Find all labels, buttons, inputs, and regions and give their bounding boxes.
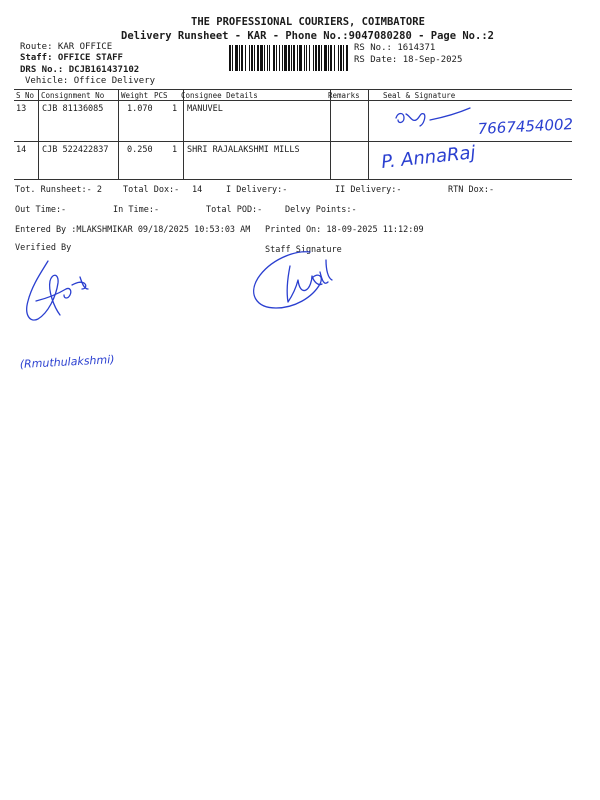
barcode-bar	[273, 45, 275, 71]
ii-delivery: II Delivery:-	[335, 185, 402, 195]
col-header-consignee: Consignee Details	[181, 91, 258, 100]
delvy-points: Delvy Points:-	[285, 205, 357, 215]
total-pod: Total POD:-	[206, 205, 263, 215]
barcode-bar	[304, 45, 305, 71]
barcode-bar	[245, 45, 246, 71]
rs-number: RS No.: 1614371	[354, 43, 436, 53]
row-13-consignee: MANUVEL	[187, 104, 223, 114]
barcode-bar	[324, 45, 327, 71]
row-13-handwritten-phone: 7667454002	[477, 115, 574, 138]
row-14-handwritten-name: P. AnnaRaj	[380, 142, 477, 173]
barcode-bar	[276, 45, 277, 71]
barcode-bar	[232, 45, 233, 71]
printed-on: Printed On: 18-09-2025 11:12:09	[265, 225, 424, 235]
row-14-consignee: SHRI RAJALAKSHMI MILLS	[187, 145, 300, 155]
barcode-bar	[254, 45, 255, 71]
barcode-bar	[297, 45, 298, 71]
barcode-bar	[309, 45, 310, 71]
company-title: THE PROFESSIONAL COURIERS, COIMBATORE	[191, 16, 425, 28]
row-14-weight: 0.250	[127, 145, 153, 155]
barcode-bar	[284, 45, 287, 71]
barcode-bar	[318, 45, 320, 71]
i-delivery: I Delivery:-	[226, 185, 288, 195]
row-13-pcs: 1	[172, 104, 178, 114]
route-label: Route: KAR OFFICE	[20, 42, 113, 52]
barcode-bar	[229, 45, 231, 71]
total-dox-value: 14	[192, 185, 203, 195]
staff-signature	[250, 248, 340, 316]
barcode-bar	[321, 45, 322, 71]
table-header-border	[14, 100, 572, 101]
row-13-handwritten-signature	[392, 104, 597, 138]
barcode-bar	[264, 45, 265, 71]
total-dox-label: Total Dox:-	[123, 185, 180, 195]
barcode-bar	[313, 45, 314, 71]
tot-runsheet: Tot. Runsheet:- 2	[15, 185, 102, 195]
verified-by-label: Verified By	[15, 243, 72, 253]
col-header-remarks: Remarks	[328, 91, 360, 100]
staff-label: Staff: OFFICE STAFF	[20, 53, 123, 63]
col-divider	[118, 89, 119, 179]
col-header-weight: Weight	[121, 91, 149, 100]
row-14-consignment: CJB 522422837	[42, 145, 109, 155]
barcode-bar	[288, 45, 290, 71]
barcode-bar	[279, 45, 280, 71]
barcode-bar	[235, 45, 238, 71]
barcode-bar	[299, 45, 302, 71]
barcode	[228, 45, 348, 71]
barcode-bar	[346, 45, 348, 71]
barcode-bar	[343, 45, 344, 71]
barcode-bar	[282, 45, 283, 71]
drs-number: DRS No.: DCJB161437102	[20, 65, 140, 75]
barcode-bar	[269, 45, 270, 71]
barcode-bar	[249, 45, 250, 71]
entered-by: Entered By :MLAKSHMIKAR 09/18/2025 10:53:03 AM	[15, 225, 251, 235]
barcode-bar	[267, 45, 268, 71]
out-time: Out Time:-	[15, 205, 67, 215]
barcode-bar	[251, 45, 253, 71]
barcode-bar	[291, 45, 292, 71]
rtn-dox: RTN Dox:-	[448, 185, 495, 195]
row-14-sno: 14	[16, 145, 27, 155]
handwritten-note	[18, 344, 168, 378]
col-divider	[38, 89, 39, 179]
barcode-bar	[260, 45, 263, 71]
row-14-pcs: 1	[172, 145, 178, 155]
runsheet-subtitle: Delivery Runsheet - KAR - Phone No.:9047080280 - Page No.:2	[121, 30, 494, 42]
row-13-weight: 1.070	[127, 104, 153, 114]
col-divider	[330, 89, 331, 179]
barcode-bar	[306, 45, 307, 71]
barcode-bar	[239, 45, 240, 71]
col-header-pcs: PCS	[154, 91, 168, 100]
col-divider	[183, 89, 184, 179]
rs-date: RS Date: 18-Sep-2025	[354, 55, 463, 65]
barcode-bar	[257, 45, 259, 71]
col-header-consignment: Consignment No	[41, 91, 105, 100]
barcode-bar	[315, 45, 317, 71]
col-header-seal: Seal & Signature	[383, 91, 456, 100]
col-divider	[368, 89, 369, 179]
in-time: In Time:-	[113, 205, 160, 215]
staff-signature-label: Staff Signature	[265, 245, 342, 255]
row-13-consignment: CJB 81136085	[42, 104, 104, 114]
barcode-bar	[334, 45, 335, 71]
barcode-bar	[293, 45, 295, 71]
barcode-bar	[241, 45, 243, 71]
vehicle-label: Vehicle: Office Delivery	[25, 76, 156, 86]
row-14-handwritten-signature	[376, 138, 516, 180]
barcode-bar	[330, 45, 332, 71]
table-top-border	[14, 89, 572, 90]
barcode-bar	[338, 45, 339, 71]
verified-by-signature	[18, 255, 98, 327]
barcode-bar	[328, 45, 329, 71]
col-header-sno: S No	[16, 91, 35, 100]
handwritten-note-text: (Rmuthulakshmi)	[19, 353, 115, 371]
row-13-sno: 13	[16, 104, 27, 114]
barcode-bar	[340, 45, 342, 71]
